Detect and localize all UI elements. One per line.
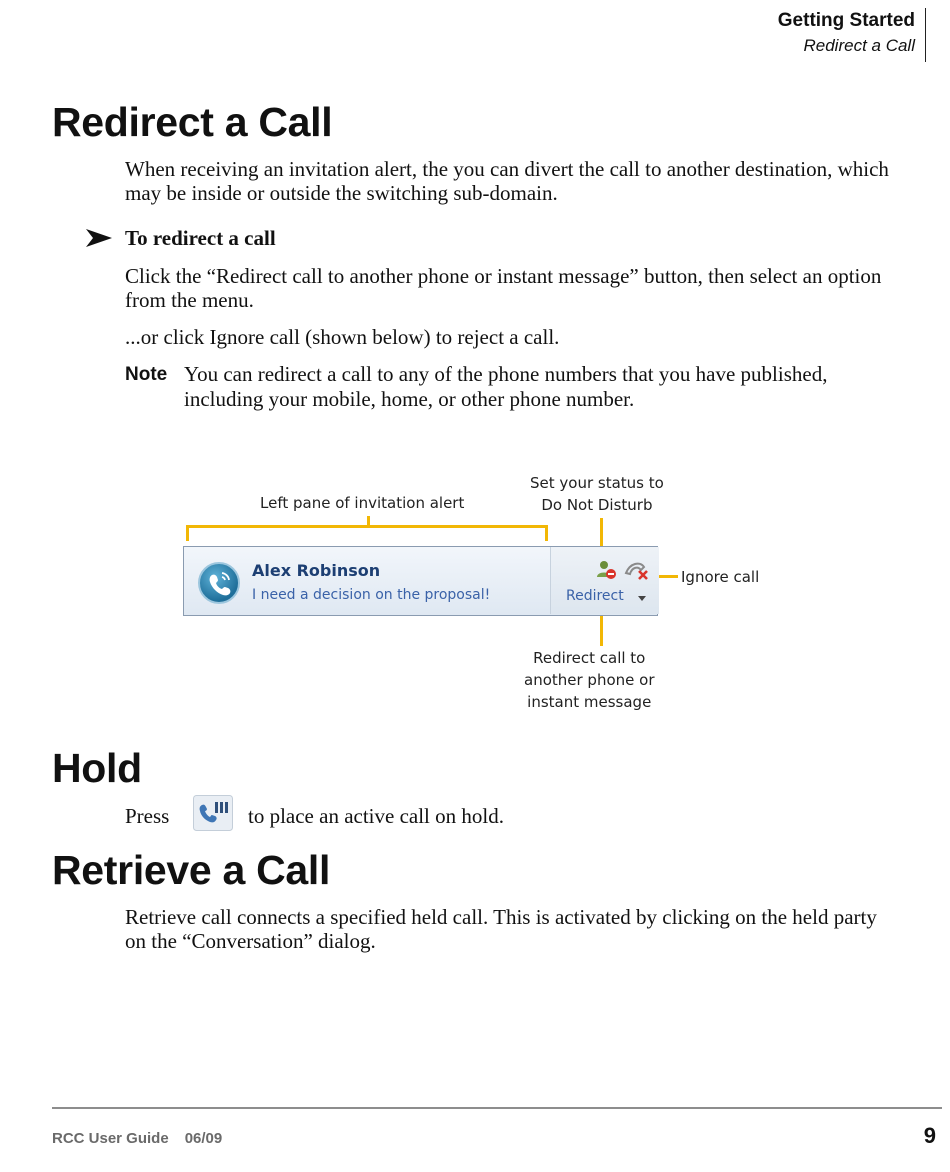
hold-text-before: Press (125, 804, 170, 828)
left-pane-bracket-left (186, 525, 189, 541)
invitation-alert[interactable] (183, 546, 658, 616)
phone-avatar-icon (198, 562, 240, 604)
hold-heading: Hold (52, 745, 142, 791)
procedure-title: To redirect a call (125, 226, 276, 250)
hold-button-icon[interactable] (193, 795, 233, 831)
footer-guide-title: RCC User Guide (52, 1130, 169, 1147)
callout-left-pane: Left pane of invitation alert (260, 494, 465, 512)
redirect-heading: Redirect a Call (52, 99, 333, 145)
retrieve-text: Retrieve call connects a specified held call. This is activated by clicking on the held party on the “Conversation” dialog. (125, 905, 877, 953)
note-text: You can redirect a call to any of the phone numbers that you have published, including your mobile, home, or other phone number. (184, 362, 828, 411)
redirect-leader-line (600, 612, 603, 646)
callout-dnd (530, 472, 664, 516)
callout-redirect-line3: instant message (527, 693, 652, 711)
do-not-disturb-icon[interactable] (596, 559, 618, 581)
hold-text-after: to place an active call on hold. (248, 804, 504, 828)
note-label: Note (125, 364, 168, 385)
running-header (778, 8, 926, 62)
ignore-call-icon[interactable] (624, 559, 650, 581)
caller-name: Alex Robinson (252, 561, 381, 580)
procedure-step-1: Click the “Redirect call to another phone or instant message” button, then select an option from the menu. (125, 264, 882, 312)
redirect-button[interactable]: Redirect (566, 588, 624, 604)
header-topic-title: Redirect a Call (803, 36, 915, 55)
procedure-step-2: ...or click Ignore call (shown below) to reject a call. (125, 325, 560, 349)
footer-info (52, 1130, 222, 1147)
left-pane-bracket-tick (367, 516, 370, 527)
footer-date: 06/09 (184, 1130, 223, 1147)
header-section-title: Getting Started (777, 10, 915, 31)
footer-divider (52, 1107, 942, 1109)
callout-ignore: Ignore call (681, 568, 760, 586)
procedure-arrow-icon (86, 227, 112, 249)
callout-dnd-line1: Set your status to (530, 474, 664, 492)
callout-dnd-line2: Do Not Disturb (541, 496, 653, 514)
callout-redirect-line2: another phone or (524, 671, 655, 689)
callout-redirect-line1: Redirect call to (533, 649, 646, 667)
redirect-intro: When receiving an invitation alert, the you can divert the call to another destination, which may be inside or outside the switching sub-domain. (125, 157, 889, 205)
invitation-alert-figure (178, 462, 776, 720)
caller-message: I need a decision on the proposal! (252, 587, 491, 603)
left-pane-bracket-right (545, 525, 548, 541)
callout-redirect (524, 647, 654, 713)
page-number: 9 (923, 1123, 936, 1148)
retrieve-heading: Retrieve a Call (52, 847, 331, 893)
dropdown-caret-icon[interactable] (638, 596, 646, 601)
